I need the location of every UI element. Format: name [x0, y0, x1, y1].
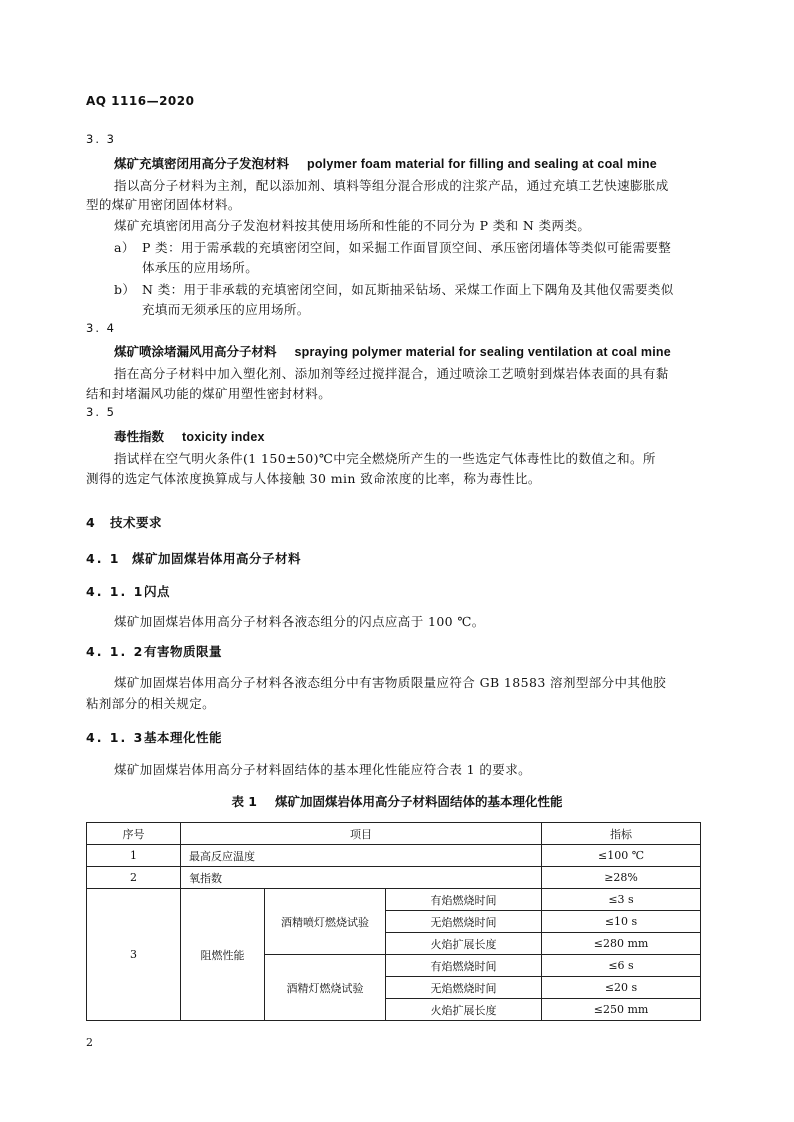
section-heading-4-1 [86, 549, 301, 567]
list-item-b-line: 充填而无须承压的应用场所。 [142, 302, 310, 317]
term-cn: 毒性指数 [114, 429, 165, 444]
definition-line: 指在高分子材料中加入塑化剂、添加剂等经过搅拌混合，通过喷涂工艺喷射到煤岩体表面的具有黏 [114, 366, 669, 381]
term-en: spraying polymer material for sealing ventilation at coal mine [294, 345, 671, 359]
definition-line: 结和封堵漏风功能的煤矿用塑性密封材料。 [86, 386, 332, 401]
section-heading-4 [86, 513, 162, 531]
page-number: 2 [86, 1036, 93, 1049]
section-number: 4. 1. 1 [86, 584, 145, 599]
cell-value: ≤280 mm [542, 933, 701, 955]
cell-value: ≤3 s [542, 889, 701, 911]
cell-subitem: 有焰燃烧时间 [386, 889, 542, 911]
paragraph-line: 煤矿加固煤岩体用高分子材料各液态组分中有害物质限量应符合 GB 18583 溶剂型部分中其他胶 [114, 675, 667, 690]
term-3-5 [114, 427, 265, 445]
cell-subitem: 火焰扩展长度 [386, 999, 542, 1021]
clause-number-3-4: 3. 4 [86, 321, 116, 335]
table-row [87, 845, 701, 867]
cell-value: ≤20 s [542, 977, 701, 999]
term-en: toxicity index [182, 430, 265, 444]
section-title: 闪点 [144, 584, 171, 599]
list-item-a-line: P 类：用于需承载的充填密闭空间，如采掘工作面冒顶空间、承压密闭墙体等类似可能需要整 [142, 240, 672, 255]
list-item-a-line: 体承压的应用场所。 [142, 260, 259, 275]
definition-line: 指试样在空气明火条件(1 150±50)℃中完全燃烧所产生的一些选定气体毒性比的数值之和。所 [114, 451, 656, 466]
term-3-3 [114, 154, 657, 172]
cell-value: ≤6 s [542, 955, 701, 977]
term-cn: 煤矿充填密闭用高分子发泡材料 [114, 156, 290, 171]
section-number: 4. 1. 2 [86, 644, 145, 659]
list-label-a: a） [114, 240, 135, 255]
properties-table [86, 822, 701, 1021]
paragraph-line: 粘剂部分的相关规定。 [86, 696, 216, 711]
definition-line: 指以高分子材料为主剂，配以添加剂、填料等组分混合形成的注浆产品，通过充填工艺快速膨胀成 [114, 178, 669, 193]
list-label-b: b） [114, 282, 136, 297]
section-title: 技术要求 [110, 515, 163, 530]
section-heading-4-1-1 [86, 582, 170, 600]
cell-subitem: 火焰扩展长度 [386, 933, 542, 955]
paragraph: 煤矿加固煤岩体用高分子材料固结体的基本理化性能应符合表 1 的要求。 [114, 762, 532, 777]
document-code: AQ 1116—2020 [86, 94, 195, 108]
cell-item: 阻燃性能 [181, 889, 265, 1021]
table-caption [0, 792, 794, 810]
header-seq: 序号 [87, 823, 181, 845]
cell-test-method: 酒精灯燃烧试验 [265, 955, 386, 1021]
section-heading-4-1-2 [86, 642, 222, 660]
definition-line: 测得的选定气体浓度换算成与人体接触 30 min 致命浓度的比率，称为毒性比。 [86, 471, 541, 486]
section-heading-4-1-3 [86, 728, 222, 746]
header-item: 项目 [181, 823, 542, 845]
cell-subitem: 有焰燃烧时间 [386, 955, 542, 977]
cell-value: ≤100 ℃ [542, 845, 701, 867]
cell-value: ≤10 s [542, 911, 701, 933]
section-title: 煤矿加固煤岩体用高分子材料 [132, 551, 302, 566]
table-header-row [87, 823, 701, 845]
table-label: 表 1 [231, 794, 258, 809]
section-number: 4. 1. 3 [86, 730, 145, 745]
header-index: 指标 [542, 823, 701, 845]
cell-value: ≥28% [542, 867, 701, 889]
term-en: polymer foam material for filling and sealing at coal mine [307, 157, 657, 171]
cell-subitem: 无焰燃烧时间 [386, 911, 542, 933]
definition-line: 型的煤矿用密闭固体材料。 [86, 197, 241, 212]
cell-seq: 2 [87, 867, 181, 889]
cell-test-method: 酒精喷灯燃烧试验 [265, 889, 386, 955]
clause-number-3-5: 3. 5 [86, 405, 116, 419]
section-number: 4. 1 [86, 551, 121, 566]
cell-item: 最高反应温度 [181, 845, 542, 867]
table-title: 煤矿加固煤岩体用高分子材料固结体的基本理化性能 [275, 794, 563, 809]
table-row [87, 867, 701, 889]
term-cn: 煤矿喷涂堵漏风用高分子材料 [114, 344, 277, 359]
section-title: 有害物质限量 [144, 644, 223, 659]
cell-seq: 3 [87, 889, 181, 1021]
note-line: 煤矿充填密闭用高分子发泡材料按其使用场所和性能的不同分为 P 类和 N 类两类。 [114, 218, 591, 233]
list-item-b-line: N 类：用于非承载的充填密闭空间，如瓦斯抽采钻场、采煤工作面上下隅角及其他仅需要类似 [142, 282, 674, 297]
clause-number-3-3: 3. 3 [86, 132, 116, 146]
paragraph: 煤矿加固煤岩体用高分子材料各液态组分的闪点应高于 100 ℃。 [114, 614, 485, 629]
cell-value: ≤250 mm [542, 999, 701, 1021]
table-row [87, 889, 701, 911]
section-title: 基本理化性能 [144, 730, 223, 745]
section-number: 4 [86, 515, 97, 530]
term-3-4 [114, 342, 671, 360]
cell-subitem: 无焰燃烧时间 [386, 977, 542, 999]
cell-seq: 1 [87, 845, 181, 867]
cell-item: 氧指数 [181, 867, 542, 889]
